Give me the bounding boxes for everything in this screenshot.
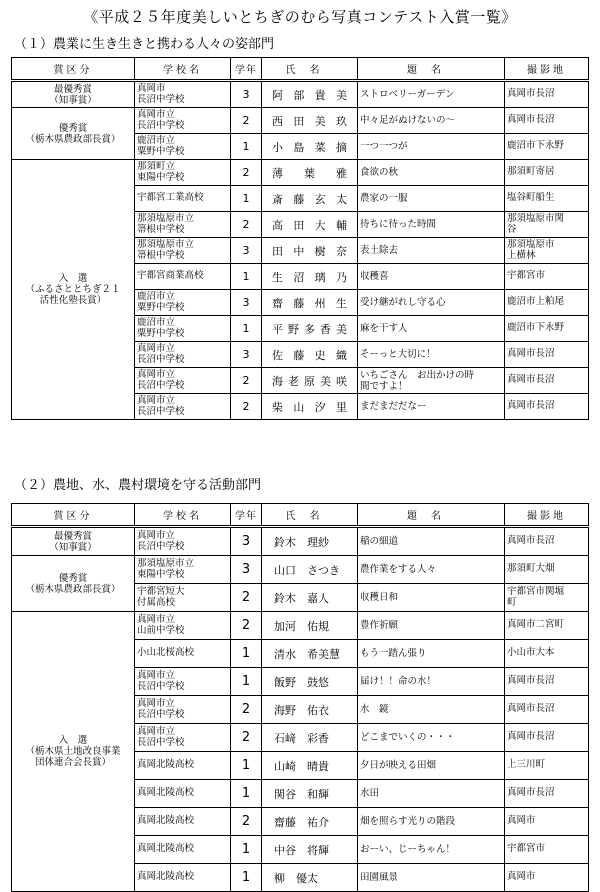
photo-location xyxy=(505,724,589,752)
school-name xyxy=(135,212,231,238)
photo-title xyxy=(358,368,505,394)
grade: 1 xyxy=(231,752,262,780)
photo-location-line: 真岡市長沼 xyxy=(507,787,555,799)
award-category-line: （ふるさととちぎ２１ xyxy=(25,284,121,295)
awards-table xyxy=(11,57,589,420)
school-name-line: 宇都宮商業高校 xyxy=(137,270,204,282)
photo-location xyxy=(505,264,589,290)
school-name xyxy=(135,134,231,160)
grade: 2 xyxy=(231,612,262,640)
photo-title-line: 表土除去 xyxy=(360,245,399,256)
school-name-line: 真岡市立 xyxy=(137,395,176,406)
school-name xyxy=(135,696,231,724)
awards-table xyxy=(11,503,589,892)
photo-title-line: 水 鏡 xyxy=(360,704,389,715)
photo-location-line: 鹿沼市下永野 xyxy=(507,140,565,152)
column-header: 学年 xyxy=(231,58,262,81)
photo-title xyxy=(358,160,505,186)
school-name-line: 那須塩原市立 xyxy=(137,558,195,569)
school-name xyxy=(135,556,231,584)
school-name-line: 那須塩原市立 xyxy=(137,213,195,224)
photo-location-line: 小山市大本 xyxy=(507,647,555,659)
photo-title xyxy=(358,556,505,584)
photo-title-line: 届け！！命の水！ xyxy=(360,676,437,687)
grade: 2 xyxy=(231,212,262,238)
column-header: 氏名 xyxy=(262,504,358,527)
student-name: 加河 佑規 xyxy=(262,612,358,640)
grade: 2 xyxy=(231,368,262,394)
award-category-line: 最優秀賞 xyxy=(53,83,92,95)
school-name-line: 東陽中学校 xyxy=(137,568,185,580)
photo-location-line: 鹿沼市上粕尾 xyxy=(507,296,565,308)
photo-location xyxy=(505,186,589,212)
photo-location xyxy=(505,81,589,108)
column-header: 賞区分 xyxy=(12,504,135,527)
photo-title xyxy=(358,527,505,556)
photo-title-line: 間ですよ！ xyxy=(360,380,408,392)
table-row xyxy=(12,527,589,556)
school-name-line: 宇都宮工業高校 xyxy=(137,192,204,204)
photo-location xyxy=(505,668,589,696)
column-header: 題名 xyxy=(358,58,505,81)
school-name-line: 山前中学校 xyxy=(137,624,185,636)
school-name xyxy=(135,640,231,668)
photo-location-line: 宇都宮市 xyxy=(507,843,546,855)
photo-title-line: 食欲の秋 xyxy=(360,167,399,178)
photo-location xyxy=(505,342,589,368)
photo-location-line: 那須塩原市関 xyxy=(507,213,565,224)
school-name xyxy=(135,724,231,752)
school-name-line: 真岡市立 xyxy=(137,698,176,709)
school-name-line: 長沼中学校 xyxy=(137,680,185,692)
table-header-row xyxy=(12,58,589,81)
photo-location-line: 真岡市長沼 xyxy=(507,535,555,547)
photo-location xyxy=(505,808,589,836)
school-name xyxy=(135,160,231,186)
grade: 1 xyxy=(231,316,262,342)
photo-location-line: 那須塩原市 xyxy=(507,239,555,250)
student-name: 鈴木 嘉人 xyxy=(262,584,358,612)
school-name-line: 那須町立 xyxy=(137,161,176,172)
grade: 1 xyxy=(231,836,262,864)
photo-title xyxy=(358,81,505,108)
school-name xyxy=(135,238,231,264)
student-name: 柴山汐里 xyxy=(262,394,358,420)
photo-title-line: 豊作祈願 xyxy=(360,620,399,631)
school-name-line: 真岡市立 xyxy=(137,109,176,120)
photo-location xyxy=(505,556,589,584)
photo-title-line: ストロベリーガーデン xyxy=(360,89,455,100)
student-name: 高田大輔 xyxy=(262,212,358,238)
table-row xyxy=(12,556,589,584)
grade: 1 xyxy=(231,264,262,290)
school-name-line: 真岡北陵高校 xyxy=(137,871,195,883)
page-title: 《平成２５年度美しいとちぎのむら写真コンテスト入賞一覧》 xyxy=(83,8,517,26)
school-name-line: 宇都宮短大 xyxy=(137,586,185,597)
photo-title-line: 待ちに待った時間 xyxy=(360,219,437,230)
photo-location-line: 真岡市長沼 xyxy=(507,731,555,743)
photo-title-line: 農家の一服 xyxy=(360,193,408,204)
photo-title-line: もう一踏ん張り xyxy=(360,648,427,659)
award-category-line: 入 選 xyxy=(58,273,88,284)
school-name-line: 箒根中学校 xyxy=(137,249,185,261)
photo-location-line: 真岡市長沼 xyxy=(507,374,555,386)
student-name: 小島菜摘 xyxy=(262,134,358,160)
photo-title-line: そーっと大切に！ xyxy=(360,349,436,360)
photo-location-line: 宇都宮市 xyxy=(507,270,546,282)
school-name xyxy=(135,394,231,420)
photo-title-line: 水田 xyxy=(360,788,380,799)
grade: 2 xyxy=(231,394,262,420)
grade: 1 xyxy=(231,780,262,808)
photo-location xyxy=(505,527,589,556)
photo-title xyxy=(358,696,505,724)
photo-location xyxy=(505,160,589,186)
photo-location xyxy=(505,612,589,640)
photo-location xyxy=(505,752,589,780)
student-name: 石﨑 彩香 xyxy=(262,724,358,752)
award-category-line: 最優秀賞 xyxy=(53,530,92,542)
school-name-line: 鹿沼市立 xyxy=(137,291,176,302)
photo-location xyxy=(505,696,589,724)
grade: 3 xyxy=(231,290,262,316)
photo-title xyxy=(358,134,505,160)
school-name-line: 真岡市立 xyxy=(137,530,176,541)
grade: 2 xyxy=(231,108,262,134)
photo-location-line: 真岡市 xyxy=(507,815,536,827)
award-category-line: （栃木県土地改良事業 xyxy=(25,746,121,757)
photo-title-line: 一つ一つが xyxy=(360,141,408,152)
photo-location-line: 真岡市長沼 xyxy=(507,400,555,412)
photo-title-line: 中々足がぬけないの～ xyxy=(360,115,456,126)
student-name: 山口 さつき xyxy=(262,556,358,584)
photo-title-line: 稲の細道 xyxy=(360,536,399,547)
grade: 2 xyxy=(231,808,262,836)
photo-location-line: 真岡市 xyxy=(507,871,536,883)
column-header: 賞区分 xyxy=(12,58,135,81)
student-name: 清水 希美慧 xyxy=(262,640,358,668)
photo-location xyxy=(505,640,589,668)
column-header: 学校名 xyxy=(135,504,231,527)
school-name xyxy=(135,186,231,212)
photo-title xyxy=(358,612,505,640)
school-name-line: 粟野中学校 xyxy=(137,145,185,157)
column-header: 撮影地 xyxy=(505,58,589,81)
award-category xyxy=(12,612,135,892)
school-name-line: 鹿沼市立 xyxy=(137,317,176,328)
school-name-line: 那須塩原市立 xyxy=(137,239,195,250)
student-name: 齋藤 祐介 xyxy=(262,808,358,836)
student-name: 海野 佑衣 xyxy=(262,696,358,724)
school-name-line: 長沼中学校 xyxy=(137,379,185,391)
school-name-line: 長沼中学校 xyxy=(137,353,185,365)
photo-location-line: 鹿沼市下永野 xyxy=(507,322,565,334)
photo-title-line: 農作業をする人々 xyxy=(360,564,437,575)
school-name-line: 真岡市立 xyxy=(137,726,176,737)
school-name-line: 粟野中学校 xyxy=(137,327,185,339)
photo-location xyxy=(505,316,589,342)
school-name xyxy=(135,612,231,640)
grade: 1 xyxy=(231,186,262,212)
photo-location xyxy=(505,836,589,864)
school-name xyxy=(135,527,231,556)
photo-location-line: 町 xyxy=(507,596,517,608)
photo-title xyxy=(358,212,505,238)
photo-location xyxy=(505,212,589,238)
school-name xyxy=(135,752,231,780)
student-name: 斎藤玄太 xyxy=(262,186,358,212)
award-category-line: （栃木県農政部長賞） xyxy=(25,133,121,145)
photo-title-line: おーい、じーちゃん！ xyxy=(360,844,456,855)
photo-location xyxy=(505,238,589,264)
photo-title-line: まだまだだなー xyxy=(360,401,427,412)
photo-location xyxy=(505,290,589,316)
student-name: 平野多香美 xyxy=(262,316,358,342)
school-name-line: 粟野中学校 xyxy=(137,301,185,313)
student-name: 齋藤州生 xyxy=(262,290,358,316)
column-header: 題名 xyxy=(358,504,505,527)
table-row xyxy=(12,108,589,134)
column-header: 学年 xyxy=(231,504,262,527)
photo-title xyxy=(358,290,505,316)
photo-location xyxy=(505,134,589,160)
school-name xyxy=(135,808,231,836)
table-header-row xyxy=(12,504,589,527)
school-name xyxy=(135,668,231,696)
photo-title xyxy=(358,640,505,668)
photo-title-line: 収穫日和 xyxy=(360,592,399,603)
photo-title xyxy=(358,780,505,808)
school-name-line: 真岡市立 xyxy=(137,614,176,625)
photo-title-line: 畑を照らす光りの階段 xyxy=(360,816,456,827)
photo-location-line: 上横林 xyxy=(507,249,536,261)
school-name-line: 箒根中学校 xyxy=(137,223,185,235)
student-name: 海老原美咲 xyxy=(262,368,358,394)
grade: 3 xyxy=(231,342,262,368)
photo-title xyxy=(358,238,505,264)
award-category-line: 優秀賞 xyxy=(58,122,88,134)
school-name-line: 真岡市立 xyxy=(137,369,176,380)
photo-location-line: 真岡市長沼 xyxy=(507,703,555,715)
student-name: 関谷 和輝 xyxy=(262,780,358,808)
school-name-line: 真岡北陵高校 xyxy=(137,843,195,855)
school-name xyxy=(135,836,231,864)
photo-location-line: 真岡市長沼 xyxy=(507,675,555,687)
school-name xyxy=(135,290,231,316)
school-name xyxy=(135,584,231,612)
photo-title xyxy=(358,264,505,290)
school-name xyxy=(135,780,231,808)
school-name-line: 真岡市立 xyxy=(137,670,176,681)
award-category-line: 団体連合会長賞） xyxy=(34,757,111,768)
student-name: 山崎 晴貴 xyxy=(262,752,358,780)
photo-title xyxy=(358,668,505,696)
section-heading: （２）農地、水、農村環境を守る活動部門 xyxy=(14,478,262,493)
grade: 3 xyxy=(231,556,262,584)
school-name-line: 小山北桜高校 xyxy=(137,647,195,659)
school-name-line: 東陽中学校 xyxy=(137,171,185,183)
grade: 3 xyxy=(231,81,262,108)
table-row xyxy=(12,160,589,186)
photo-location xyxy=(505,780,589,808)
table-row xyxy=(12,81,589,108)
award-category-line: 優秀賞 xyxy=(58,572,88,584)
photo-location xyxy=(505,108,589,134)
photo-title xyxy=(358,584,505,612)
student-name: 中谷 将輝 xyxy=(262,836,358,864)
photo-title xyxy=(358,752,505,780)
photo-location-line: 塩谷町船生 xyxy=(507,192,555,204)
student-name: 阿部貴美 xyxy=(262,81,358,108)
grade: 2 xyxy=(231,724,262,752)
school-name-line: 長沼中学校 xyxy=(137,119,185,131)
award-category-line: （知事賞） xyxy=(49,541,97,553)
photo-title xyxy=(358,836,505,864)
award-category xyxy=(12,556,135,612)
photo-title xyxy=(358,394,505,420)
photo-title xyxy=(358,342,505,368)
award-category-line: 入 選 xyxy=(58,735,88,746)
column-header: 学校名 xyxy=(135,58,231,81)
photo-location-line: 谷 xyxy=(507,223,517,235)
photo-location xyxy=(505,368,589,394)
photo-title-line: 夕日が映える田畑 xyxy=(360,760,437,771)
grade: 1 xyxy=(231,668,262,696)
grade: 2 xyxy=(231,160,262,186)
photo-title-line: どこまでいくの・・・ xyxy=(360,732,456,743)
photo-location-line: 宇都宮市関堀 xyxy=(507,586,565,597)
photo-location xyxy=(505,584,589,612)
school-name xyxy=(135,864,231,892)
school-name-line: 付属高校 xyxy=(137,596,176,608)
photo-location-line: 真岡市長沼 xyxy=(507,348,555,360)
student-name: 柳 優太 xyxy=(262,864,358,892)
school-name-line: 鹿沼市立 xyxy=(137,135,176,146)
grade: 2 xyxy=(231,584,262,612)
student-name: 西田美玖 xyxy=(262,108,358,134)
award-category xyxy=(12,160,135,420)
school-name xyxy=(135,81,231,108)
student-name: 薄葉雅 xyxy=(262,160,358,186)
grade: 3 xyxy=(231,527,262,556)
school-name-line: 長沼中学校 xyxy=(137,736,185,748)
grade: 1 xyxy=(231,864,262,892)
photo-location-line: 上三川町 xyxy=(507,759,546,771)
award-category xyxy=(12,527,135,556)
award-category-line: （知事賞） xyxy=(49,94,97,106)
student-name: 飯野 鼓悠 xyxy=(262,668,358,696)
photo-title-line: 収穫喜 xyxy=(360,271,389,282)
photo-title-line: 受け継がれし守る心 xyxy=(360,297,446,308)
photo-location-line: 那須町寄居 xyxy=(507,166,555,178)
photo-location-line: 真岡市二宮町 xyxy=(507,619,565,631)
column-header: 氏名 xyxy=(262,58,358,81)
school-name xyxy=(135,108,231,134)
table-row xyxy=(12,612,589,640)
photo-title-line: 麻を干す人 xyxy=(360,323,408,334)
photo-title xyxy=(358,864,505,892)
school-name-line: 長沼中学校 xyxy=(137,708,185,720)
photo-location-line: 真岡市長沼 xyxy=(507,114,555,126)
school-name-line: 真岡市 xyxy=(137,83,166,94)
school-name xyxy=(135,264,231,290)
photo-title xyxy=(358,316,505,342)
student-name: 鈴木 理紗 xyxy=(262,527,358,556)
school-name xyxy=(135,316,231,342)
school-name-line: 真岡市立 xyxy=(137,343,176,354)
award-category xyxy=(12,81,135,108)
award-category-line: 活性化塾長賞） xyxy=(39,295,107,306)
school-name xyxy=(135,342,231,368)
school-name-line: 真岡北陵高校 xyxy=(137,759,195,771)
photo-location xyxy=(505,864,589,892)
photo-location xyxy=(505,394,589,420)
school-name-line: 長沼中学校 xyxy=(137,405,185,417)
photo-title xyxy=(358,186,505,212)
photo-title xyxy=(358,808,505,836)
student-name: 生沼璃乃 xyxy=(262,264,358,290)
photo-title xyxy=(358,108,505,134)
photo-title-line: いちごさん お出かけの時 xyxy=(360,369,475,381)
grade: 1 xyxy=(231,640,262,668)
photo-location-line: 那須町大畑 xyxy=(507,563,555,575)
student-name: 田中樹奈 xyxy=(262,238,358,264)
school-name xyxy=(135,368,231,394)
section-heading: （１）農業に生き生きと携わる人々の姿部門 xyxy=(14,37,275,52)
school-name-line: 長沼中学校 xyxy=(137,93,185,105)
school-name-line: 真岡北陵高校 xyxy=(137,787,195,799)
student-name: 佐藤史織 xyxy=(262,342,358,368)
photo-title xyxy=(358,724,505,752)
photo-title-line: 田園風景 xyxy=(360,872,399,883)
photo-location-line: 真岡市長沼 xyxy=(507,88,555,100)
award-category-line: （栃木県農政部長賞） xyxy=(25,583,121,595)
grade: 1 xyxy=(231,134,262,160)
school-name-line: 真岡北陵高校 xyxy=(137,815,195,827)
grade: 2 xyxy=(231,696,262,724)
column-header: 撮影地 xyxy=(505,504,589,527)
school-name-line: 長沼中学校 xyxy=(137,540,185,552)
grade: 3 xyxy=(231,238,262,264)
award-category xyxy=(12,108,135,160)
